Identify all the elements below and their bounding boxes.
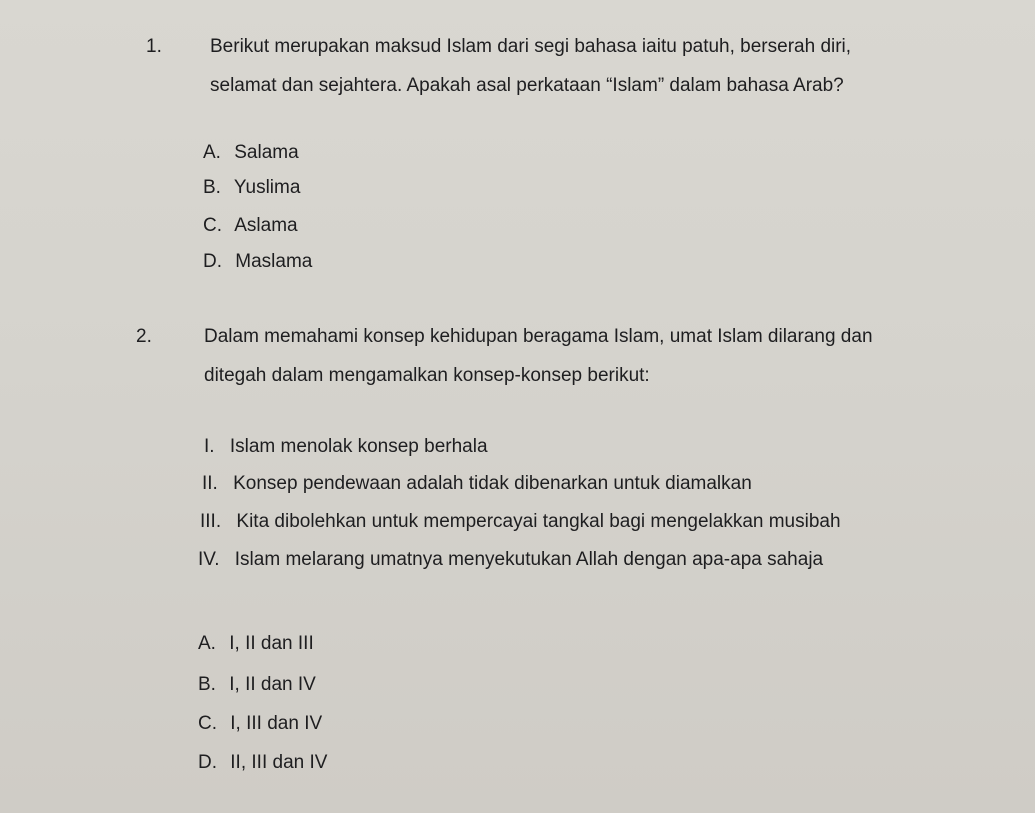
statement-text: Konsep pendewaan adalah tidak dibenarkan untuk diamalkan bbox=[233, 473, 752, 494]
option-letter: A. bbox=[198, 633, 216, 654]
option-letter: B. bbox=[203, 177, 221, 198]
question-2-option-b[interactable] bbox=[198, 674, 316, 696]
statement-text: Islam melarang umatnya menyekutukan Allah dengan apa-apa sahaja bbox=[234, 549, 824, 570]
question-1-option-a[interactable] bbox=[203, 142, 299, 164]
option-letter: C. bbox=[203, 215, 222, 236]
statement-numeral: I. bbox=[204, 436, 215, 457]
statement-ii bbox=[202, 473, 752, 495]
question-1-text-line2: selamat dan sejahtera. Apakah asal perkataan “Islam” dalam bahasa Arab? bbox=[210, 75, 844, 96]
option-text: I, III dan IV bbox=[230, 713, 323, 734]
option-letter: C. bbox=[198, 713, 217, 734]
statement-text: Islam menolak konsep berhala bbox=[229, 436, 488, 457]
question-1-number: 1. bbox=[146, 36, 162, 57]
option-text: Yuslima bbox=[233, 177, 301, 198]
question-1-option-d[interactable] bbox=[203, 251, 312, 273]
option-letter: D. bbox=[198, 752, 217, 773]
option-text: I, II dan III bbox=[229, 633, 314, 654]
question-2-option-a[interactable] bbox=[198, 633, 314, 655]
statement-numeral: II. bbox=[202, 473, 218, 494]
question-2-text-line2: ditegah dalam mengamalkan konsep-konsep berikut: bbox=[204, 365, 650, 386]
option-letter: D. bbox=[203, 251, 222, 272]
option-text: Maslama bbox=[235, 251, 313, 272]
question-2-option-d[interactable] bbox=[198, 752, 327, 774]
question-1-text-line1: Berikut merupakan maksud Islam dari segi bahasa iaitu patuh, berserah diri, bbox=[210, 36, 852, 57]
question-2-number: 2. bbox=[136, 326, 152, 347]
option-text: I, II dan IV bbox=[229, 674, 316, 695]
option-text: Salama bbox=[234, 142, 299, 163]
option-text: Aslama bbox=[234, 215, 298, 236]
statement-iii bbox=[200, 511, 841, 533]
statement-i bbox=[204, 436, 488, 458]
question-1-option-b[interactable] bbox=[203, 177, 300, 199]
option-letter: A. bbox=[203, 142, 221, 163]
option-text: II, III dan IV bbox=[230, 752, 328, 773]
statement-numeral: IV. bbox=[198, 549, 220, 570]
option-letter: B. bbox=[198, 674, 216, 695]
question-1-option-c[interactable] bbox=[203, 215, 298, 237]
statement-iv bbox=[198, 549, 823, 571]
statement-numeral: III. bbox=[200, 511, 222, 532]
statement-text: Kita dibolehkan untuk mempercayai tangkal bagi mengelakkan musibah bbox=[236, 511, 841, 532]
question-2-option-c[interactable] bbox=[198, 713, 322, 735]
question-2-text-line1: Dalam memahami konsep kehidupan beragama Islam, umat Islam dilarang dan bbox=[204, 326, 873, 347]
